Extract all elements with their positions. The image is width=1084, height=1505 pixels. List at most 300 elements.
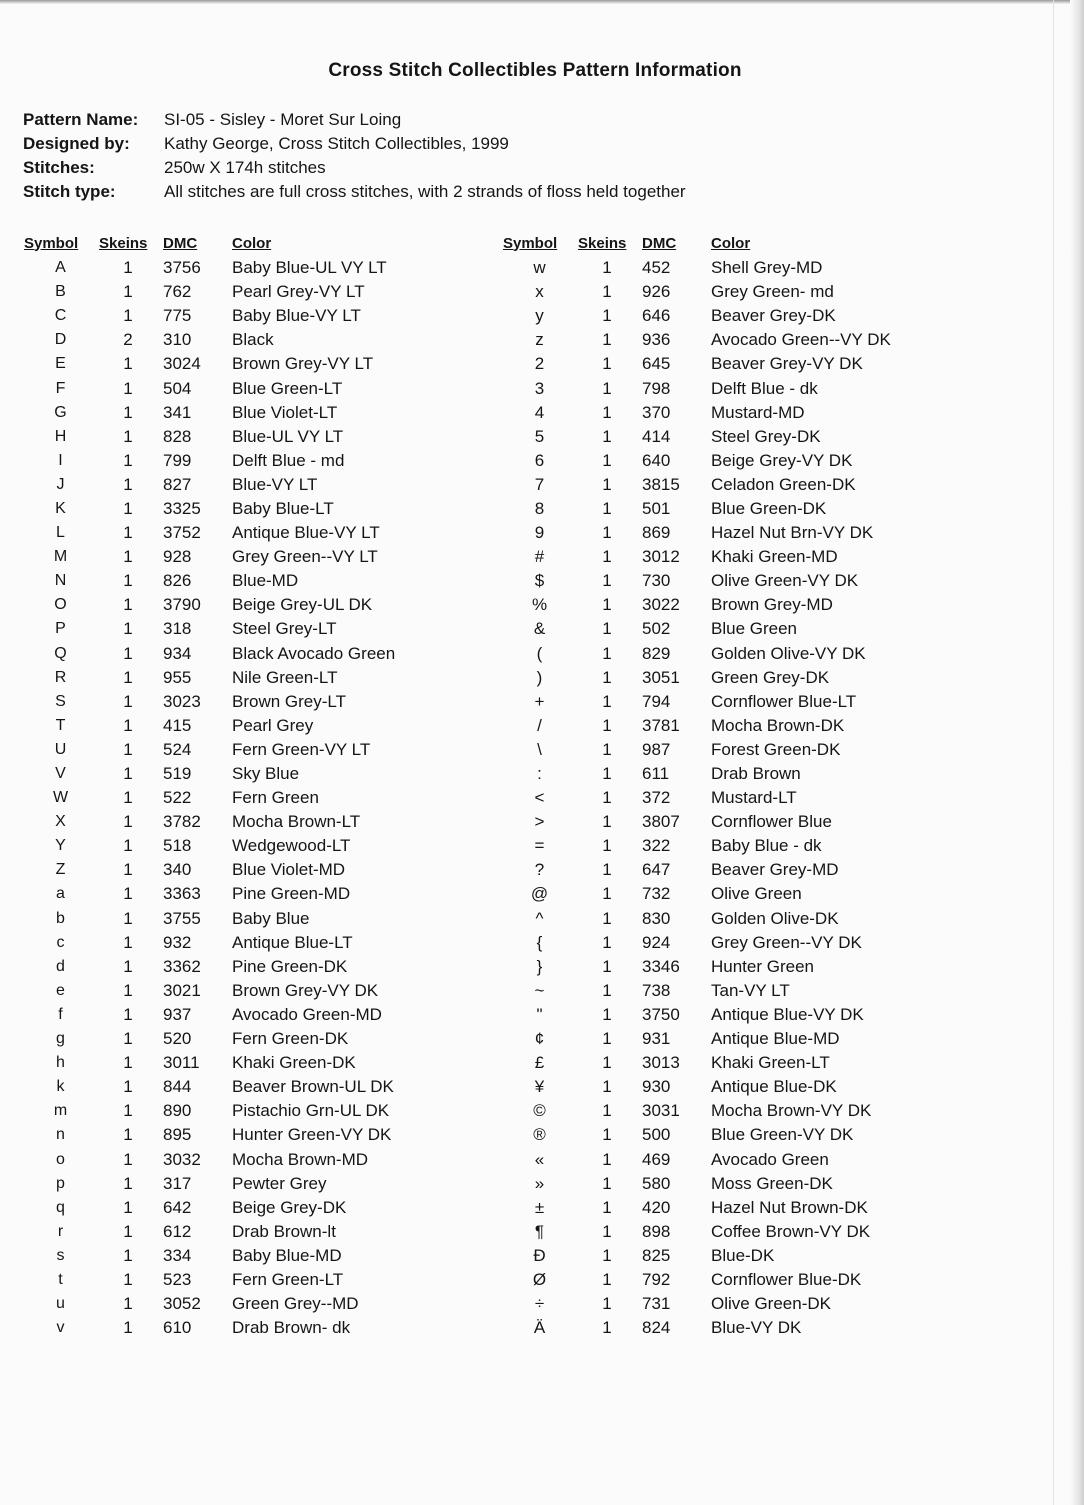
table-row	[24, 714, 462, 738]
table-row	[24, 1075, 462, 1099]
cell-dmc: 452	[642, 258, 671, 278]
info-row-stitch-type	[23, 180, 686, 204]
cell-dmc: 611	[642, 764, 670, 784]
cell-skeins: 1	[602, 860, 612, 880]
cell-skeins: 1	[602, 426, 612, 446]
table-row	[503, 738, 941, 762]
cell-symbol: @	[530, 884, 549, 904]
cell-symbol: J	[56, 475, 65, 493]
cell-dmc: 645	[642, 354, 671, 374]
cell-dmc: 827	[163, 474, 192, 494]
cell-dmc: 322	[642, 836, 671, 856]
cell-color: Fern Green-LT	[232, 1269, 344, 1289]
table-row	[24, 907, 462, 931]
cell-symbol: f	[58, 1005, 63, 1023]
cell-color: Tan-VY LT	[711, 980, 790, 1000]
table-row	[503, 810, 941, 834]
cell-symbol: /	[537, 715, 542, 735]
info-label: Designed by:	[23, 134, 130, 153]
cell-symbol: \	[537, 739, 542, 759]
cell-skeins: 1	[123, 547, 133, 567]
table-row	[24, 1003, 462, 1027]
cell-color: Fern Green-DK	[232, 1029, 349, 1049]
cell-symbol: K	[55, 499, 66, 517]
cell-color: Drab Brown- dk	[232, 1318, 351, 1338]
cell-color: Steel Grey-LT	[232, 619, 337, 639]
cell-color: Mocha Brown-DK	[711, 715, 845, 735]
table-row	[24, 521, 462, 545]
cell-skeins: 1	[602, 1173, 612, 1193]
cell-dmc: 3781	[642, 715, 680, 735]
cell-color: Antique Blue-VY DK	[711, 1004, 864, 1024]
cell-symbol: w	[533, 258, 546, 278]
cell-dmc: 3790	[163, 595, 201, 615]
cell-color: Sky Blue	[232, 764, 300, 784]
cell-skeins: 1	[123, 908, 133, 928]
table-row	[24, 1147, 462, 1171]
cell-color: Blue Green-DK	[711, 498, 827, 518]
cell-skeins: 1	[123, 739, 133, 759]
table-row	[503, 280, 941, 304]
cell-symbol: ¶	[534, 1221, 545, 1241]
table-row	[24, 425, 462, 449]
cell-skeins: 1	[123, 498, 133, 518]
cell-dmc: 3032	[163, 1149, 201, 1169]
cell-color: Olive Green	[711, 884, 802, 904]
cell-color: Pistachio Grn-UL DK	[232, 1101, 390, 1121]
cell-symbol: ©	[533, 1101, 546, 1121]
cell-symbol: H	[54, 427, 67, 445]
cell-color: Black	[232, 330, 274, 350]
table-row	[24, 955, 462, 979]
table-row	[24, 1172, 462, 1196]
cell-skeins: 1	[602, 739, 612, 759]
cell-skeins: 1	[602, 884, 612, 904]
cell-dmc: 826	[163, 571, 192, 591]
cell-dmc: 794	[642, 691, 671, 711]
cell-symbol: (	[536, 643, 543, 663]
cell-skeins: 1	[123, 884, 133, 904]
cell-dmc: 3023	[163, 691, 201, 711]
table-row	[503, 1051, 941, 1075]
cell-skeins: 1	[602, 1318, 612, 1338]
cell-dmc: 798	[642, 378, 671, 398]
cell-color: Brown Grey-MD	[711, 595, 833, 615]
info-label: Stitches:	[23, 158, 95, 177]
cell-skeins: 1	[123, 980, 133, 1000]
table-row	[503, 401, 941, 425]
cell-skeins: 1	[602, 1197, 612, 1217]
cell-color: Beige Grey-VY DK	[711, 450, 853, 470]
cell-skeins: 1	[123, 812, 133, 832]
cell-symbol: ®	[533, 1125, 546, 1145]
table-row	[503, 907, 941, 931]
table-row	[24, 304, 462, 328]
table-row	[24, 882, 462, 906]
cell-dmc: 372	[642, 788, 671, 808]
table-row	[503, 690, 941, 714]
cell-skeins: 1	[123, 788, 133, 808]
table-row	[503, 979, 941, 1003]
cell-dmc: 829	[642, 643, 671, 663]
table-row	[24, 1292, 462, 1316]
cell-skeins: 1	[123, 306, 133, 326]
cell-symbol: ?	[534, 860, 545, 880]
cell-color: Khaki Green-DK	[232, 1053, 356, 1073]
cell-color: Hazel Nut Brn-VY DK	[711, 523, 874, 543]
info-value: SI-05 - Sisley - Moret Sur Loing	[164, 110, 402, 129]
cell-color: Pearl Grey	[232, 715, 314, 735]
cell-skeins: 1	[602, 667, 612, 687]
table-row	[24, 858, 462, 882]
cell-skeins: 1	[602, 836, 612, 856]
cell-skeins: 1	[602, 378, 612, 398]
table-row	[503, 642, 941, 666]
cell-skeins: 1	[602, 643, 612, 663]
cell-color: Hunter Green	[711, 956, 814, 976]
cell-symbol: B	[55, 283, 66, 301]
cell-dmc: 3012	[642, 547, 680, 567]
cell-symbol: 3	[534, 378, 545, 398]
table-row	[24, 690, 462, 714]
cell-color: Khaki Green-LT	[711, 1053, 830, 1073]
cell-skeins: 1	[123, 619, 133, 639]
cell-dmc: 895	[163, 1125, 192, 1145]
cell-dmc: 647	[642, 860, 671, 880]
cell-symbol: ÷	[534, 1294, 545, 1314]
cell-color: Blue-VY LT	[232, 474, 318, 494]
table-row	[24, 762, 462, 786]
cell-skeins: 1	[602, 547, 612, 567]
cell-dmc: 612	[163, 1221, 192, 1241]
table-row	[24, 328, 462, 352]
cell-skeins: 1	[123, 836, 133, 856]
info-value: All stitches are full cross stitches, with 2 strands of floss held together	[164, 182, 686, 201]
cell-color: Pearl Grey-VY LT	[232, 282, 365, 302]
info-row-pattern-name	[23, 108, 686, 132]
cell-color: Green Grey--MD	[232, 1294, 359, 1314]
cell-symbol: {	[536, 932, 543, 952]
cell-symbol: N	[54, 572, 67, 590]
info-value: Kathy George, Cross Stitch Collectibles, 1999	[164, 134, 509, 153]
cell-symbol: =	[534, 836, 545, 856]
cell-skeins: 1	[123, 354, 133, 374]
cell-symbol: >	[534, 812, 545, 832]
cell-dmc: 3011	[163, 1053, 200, 1073]
cell-color: Avocado Green	[711, 1149, 829, 1169]
table-row	[503, 473, 941, 497]
cell-skeins: 1	[123, 1197, 133, 1217]
cell-skeins: 1	[123, 1125, 133, 1145]
cell-skeins: 1	[602, 788, 612, 808]
cell-color: Blue Violet-LT	[232, 402, 338, 422]
cell-skeins: 1	[123, 1294, 133, 1314]
cell-skeins: 1	[123, 474, 133, 494]
cell-symbol: e	[56, 981, 65, 999]
cell-symbol: ~	[534, 980, 545, 1000]
cell-dmc: 610	[163, 1318, 192, 1338]
info-label: Stitch type:	[23, 182, 116, 201]
cell-dmc: 3807	[642, 812, 680, 832]
cell-symbol: Ä	[533, 1318, 546, 1338]
cell-color: Beaver Brown-UL DK	[232, 1077, 394, 1097]
cell-symbol: #	[534, 547, 545, 567]
table-row	[503, 955, 941, 979]
cell-symbol: ±	[534, 1197, 545, 1217]
cell-color: Pewter Grey	[232, 1173, 327, 1193]
cell-color: Khaki Green-MD	[711, 547, 838, 567]
table-row	[503, 593, 941, 617]
cell-color: Mocha Brown-MD	[232, 1149, 369, 1169]
table-row	[24, 497, 462, 521]
cell-symbol: D	[54, 331, 67, 349]
table-row	[503, 352, 941, 376]
cell-dmc: 731	[642, 1294, 671, 1314]
page-title: Cross Stitch Collectibles Pattern Information	[328, 60, 742, 81]
cell-symbol: I	[58, 451, 63, 469]
cell-dmc: 580	[642, 1173, 671, 1193]
cell-color: Brown Grey-VY DK	[232, 980, 379, 1000]
table-row	[24, 1196, 462, 1220]
cell-dmc: 738	[642, 980, 671, 1000]
cell-symbol: W	[52, 789, 69, 807]
scan-right-edge	[1070, 0, 1084, 1505]
pattern-info	[23, 108, 686, 204]
cell-color: Nile Green-LT	[232, 667, 338, 687]
cell-dmc: 318	[163, 619, 192, 639]
table-row	[24, 642, 462, 666]
info-row-designed-by	[23, 132, 686, 156]
table-row	[503, 1172, 941, 1196]
cell-symbol: C	[54, 307, 67, 325]
table-row	[24, 401, 462, 425]
info-label: Pattern Name:	[23, 110, 139, 129]
cell-color: Blue-UL VY LT	[232, 426, 344, 446]
cell-skeins: 1	[123, 378, 133, 398]
table-row	[503, 497, 941, 521]
table-row	[24, 593, 462, 617]
cell-symbol: A	[55, 259, 66, 277]
cell-skeins: 1	[123, 932, 133, 952]
table-row	[503, 1316, 941, 1340]
scan-top-edge	[0, 0, 1084, 4]
table-row	[24, 545, 462, 569]
table-row	[24, 1051, 462, 1075]
table-row	[24, 931, 462, 955]
cell-color: Antique Blue-MD	[711, 1029, 840, 1049]
cell-symbol: V	[55, 765, 66, 783]
cell-color: Mocha Brown-LT	[232, 812, 361, 832]
cell-dmc: 340	[163, 860, 192, 880]
cell-symbol: 2	[534, 354, 545, 374]
cell-dmc: 828	[163, 426, 192, 446]
cell-color: Antique Blue-VY LT	[232, 523, 380, 543]
cell-skeins: 1	[123, 595, 133, 615]
table-row	[24, 1027, 462, 1051]
cell-symbol: F	[55, 379, 66, 397]
cell-color: Blue Green-VY DK	[711, 1125, 854, 1145]
table-row	[24, 810, 462, 834]
cell-skeins: 1	[602, 812, 612, 832]
cell-dmc: 3052	[163, 1294, 201, 1314]
cell-skeins: 1	[123, 571, 133, 591]
cell-color: Golden Olive-VY DK	[711, 643, 866, 663]
table-row	[503, 858, 941, 882]
cell-dmc: 3021	[163, 980, 201, 1000]
cell-skeins: 1	[602, 571, 612, 591]
table-row	[24, 738, 462, 762]
cell-color: Grey Green- md	[711, 282, 834, 302]
cell-symbol: p	[56, 1174, 65, 1192]
cell-symbol: Ø	[532, 1269, 547, 1289]
header-dmc: DMC	[642, 234, 677, 252]
header-symbol: Symbol	[503, 234, 558, 252]
cell-dmc: 934	[163, 643, 192, 663]
table-row	[503, 762, 941, 786]
cell-dmc: 334	[163, 1245, 192, 1265]
cell-symbol: q	[56, 1198, 65, 1216]
table-row	[24, 1244, 462, 1268]
cell-skeins: 1	[602, 330, 612, 350]
cell-symbol: :	[537, 764, 542, 784]
table-row	[24, 1316, 462, 1340]
cell-color: Steel Grey-DK	[711, 426, 821, 446]
cell-dmc: 3031	[642, 1101, 680, 1121]
cell-skeins: 1	[123, 1053, 133, 1073]
cell-symbol: P	[55, 620, 66, 638]
cell-dmc: 3815	[642, 474, 680, 494]
cell-symbol: L	[56, 524, 65, 542]
cell-dmc: 310	[163, 330, 192, 350]
floss-table-right	[503, 230, 941, 1340]
cell-color: Delft Blue - dk	[711, 378, 818, 398]
table-row	[503, 1196, 941, 1220]
cell-color: Blue-VY DK	[711, 1318, 802, 1338]
table-row	[503, 1268, 941, 1292]
cell-symbol: c	[56, 933, 65, 951]
table-row	[503, 376, 941, 400]
cell-color: Delft Blue - md	[232, 450, 345, 470]
header-color: Color	[711, 234, 751, 252]
cell-symbol: k	[56, 1078, 65, 1096]
table-row	[24, 1268, 462, 1292]
cell-dmc: 762	[163, 282, 192, 302]
cell-skeins: 1	[602, 1004, 612, 1024]
cell-dmc: 936	[642, 330, 671, 350]
cell-skeins: 1	[602, 956, 612, 976]
cell-color: Baby Blue	[232, 908, 310, 928]
table-row	[24, 1123, 462, 1147]
cell-dmc: 926	[642, 282, 671, 302]
cell-symbol: &	[533, 619, 546, 639]
cell-dmc: 370	[642, 402, 671, 422]
cell-dmc: 775	[163, 306, 192, 326]
table-row	[503, 786, 941, 810]
cell-dmc: 3024	[163, 354, 201, 374]
cell-color: Drab Brown-lt	[232, 1221, 336, 1241]
cell-dmc: 415	[163, 715, 192, 735]
cell-dmc: 3325	[163, 498, 201, 518]
table-row	[24, 1220, 462, 1244]
table-row	[24, 449, 462, 473]
cell-color: Forest Green-DK	[711, 739, 841, 759]
cell-color: Brown Grey-VY LT	[232, 354, 374, 374]
cell-dmc: 646	[642, 306, 671, 326]
cell-symbol: 9	[534, 523, 545, 543]
cell-color: Baby Blue-UL VY LT	[232, 258, 387, 278]
cell-color: Beige Grey-DK	[232, 1197, 347, 1217]
cell-skeins: 1	[602, 691, 612, 711]
cell-skeins: 1	[123, 1269, 133, 1289]
cell-skeins: 1	[602, 1101, 612, 1121]
cell-skeins: 1	[602, 474, 612, 494]
cell-symbol: x	[535, 282, 544, 302]
table-row	[503, 569, 941, 593]
cell-skeins: 1	[602, 1149, 612, 1169]
cell-skeins: 1	[123, 1101, 133, 1121]
cell-color: Olive Green-DK	[711, 1294, 831, 1314]
cell-color: Drab Brown	[711, 764, 801, 784]
cell-skeins: 1	[123, 860, 133, 880]
cell-color: Hunter Green-VY DK	[232, 1125, 392, 1145]
cell-skeins: 1	[123, 258, 133, 278]
cell-color: Mocha Brown-VY DK	[711, 1101, 872, 1121]
cell-dmc: 420	[642, 1197, 671, 1217]
table-row	[503, 425, 941, 449]
cell-skeins: 1	[602, 1077, 612, 1097]
cell-symbol: v	[56, 1319, 65, 1337]
cell-skeins: 1	[602, 1269, 612, 1289]
cell-color: Grey Green--VY LT	[232, 547, 378, 567]
table-row	[503, 328, 941, 352]
cell-dmc: 3013	[642, 1053, 680, 1073]
table-header	[24, 230, 462, 256]
cell-dmc: 987	[642, 739, 671, 759]
cell-symbol: T	[55, 716, 66, 734]
cell-skeins: 1	[602, 306, 612, 326]
table-row	[503, 714, 941, 738]
cell-dmc: 3363	[163, 884, 201, 904]
table-body	[503, 256, 941, 1340]
table-row	[24, 280, 462, 304]
cell-color: Olive Green-VY DK	[711, 571, 859, 591]
cell-skeins: 1	[123, 764, 133, 784]
cell-skeins: 1	[602, 402, 612, 422]
cell-color: Fern Green	[232, 788, 319, 808]
cell-symbol: d	[56, 957, 65, 975]
cell-symbol: O	[54, 596, 67, 614]
cell-skeins: 1	[123, 523, 133, 543]
cell-dmc: 469	[642, 1149, 671, 1169]
table-row	[24, 617, 462, 641]
cell-dmc: 799	[163, 450, 192, 470]
table-row	[503, 1292, 941, 1316]
table-row	[503, 304, 941, 328]
cell-skeins: 1	[602, 258, 612, 278]
cell-color: Beige Grey-UL DK	[232, 595, 373, 615]
cell-dmc: 3362	[163, 956, 201, 976]
cell-dmc: 523	[163, 1269, 192, 1289]
cell-symbol: Z	[55, 861, 66, 879]
cell-symbol: y	[535, 306, 544, 326]
cell-skeins: 1	[123, 667, 133, 687]
cell-skeins: 1	[602, 980, 612, 1000]
cell-skeins: 1	[123, 1221, 133, 1241]
cell-color: Mustard-MD	[711, 402, 805, 422]
cell-symbol: ¢	[534, 1029, 545, 1049]
cell-color: Beaver Grey-DK	[711, 306, 836, 326]
cell-dmc: 502	[642, 619, 671, 639]
